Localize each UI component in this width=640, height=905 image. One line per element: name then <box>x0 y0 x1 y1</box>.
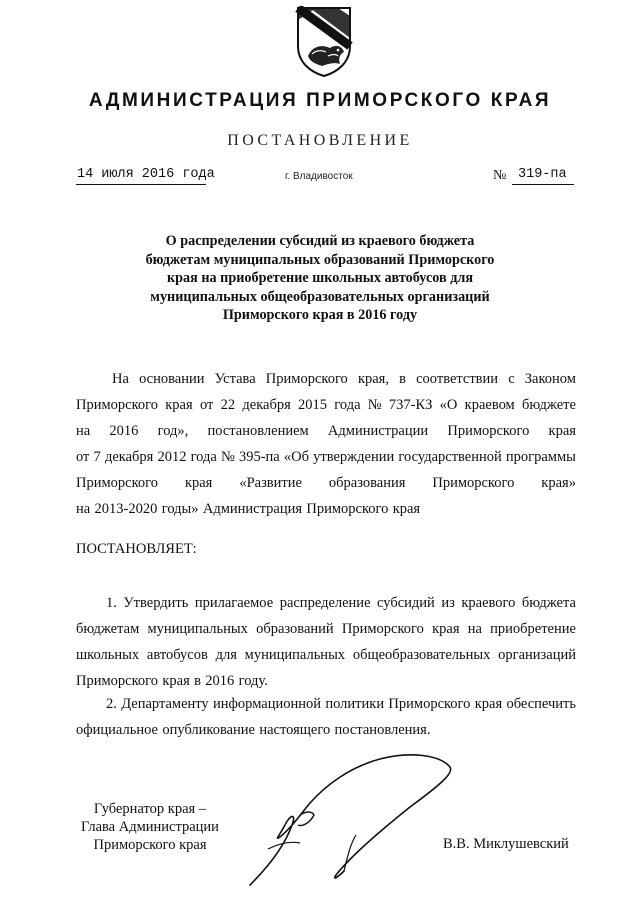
word: приобретение <box>490 621 576 637</box>
word: 2016 <box>205 673 235 689</box>
text-line <box>76 418 576 444</box>
word: края <box>184 475 213 491</box>
word: образования <box>328 475 406 491</box>
decree-word: ПОСТАНОВЛЯЕТ: <box>76 541 197 557</box>
word: на <box>76 501 91 517</box>
word: информационной <box>213 696 322 712</box>
word: государственной <box>398 449 502 465</box>
document-date: 14 июля 2016 года <box>77 167 215 182</box>
word: края <box>165 397 193 413</box>
word: организаций <box>498 647 576 663</box>
document-city: г. Владивосток <box>285 171 353 182</box>
text-line <box>76 691 576 717</box>
word: края <box>392 501 421 517</box>
word: для <box>215 647 237 663</box>
word: На <box>112 371 129 387</box>
text-line <box>76 470 576 496</box>
word: соответствии <box>416 371 499 387</box>
word: Устава <box>214 371 256 387</box>
word: из <box>441 595 455 611</box>
word: края <box>548 423 576 439</box>
word: 2013-2020 <box>94 501 158 517</box>
number-sign: № <box>493 168 507 183</box>
word: Приморского <box>76 397 158 413</box>
word: «Об <box>283 449 309 465</box>
word: от <box>199 397 214 413</box>
word: края <box>432 621 460 637</box>
text-line <box>76 717 576 743</box>
word: 737-КЗ <box>388 397 433 413</box>
word: года <box>334 397 361 413</box>
handwritten-signature <box>240 745 470 890</box>
word: декабря <box>242 397 291 413</box>
word: Приморского <box>306 501 389 517</box>
word: 2015 <box>298 397 328 413</box>
position-line: Губернатор края – <box>93 801 207 817</box>
number-underline <box>512 184 574 185</box>
word: декабря <box>104 449 154 465</box>
item-2-paragraph <box>76 691 576 743</box>
title-line: О распределении субсидий из краевого бюджета <box>165 233 475 249</box>
document-type: ПОСТАНОВЛЕНИЕ <box>227 132 413 149</box>
word: политики <box>325 696 385 712</box>
word: бюджете <box>522 397 576 413</box>
word: бюджета <box>521 595 576 611</box>
word: основании <box>139 371 205 387</box>
title-line: края на приобретение школьных автобусов для <box>166 270 474 286</box>
word: настоящего <box>259 722 331 738</box>
word: автобусов <box>146 647 208 663</box>
word: прилагаемое <box>194 595 274 611</box>
word: на <box>76 423 91 439</box>
word: постановлением <box>207 423 309 439</box>
text-line <box>76 616 576 642</box>
word: распределение <box>279 595 371 611</box>
word: Приморского <box>447 423 530 439</box>
word: края, <box>357 371 389 387</box>
word: 395-па <box>238 449 280 465</box>
item-1-paragraph <box>76 590 576 694</box>
word: 2012 <box>157 449 187 465</box>
word: субсидий <box>377 595 435 611</box>
word: Приморского <box>76 475 158 491</box>
word: Приморского <box>341 621 424 637</box>
word: муниципальных <box>244 647 346 663</box>
word: 1. <box>106 595 117 611</box>
word: годы» <box>161 501 199 517</box>
word: Департаменту <box>121 696 209 712</box>
word: № <box>220 449 235 465</box>
document-number: 319-па <box>518 167 567 182</box>
word: края <box>474 696 503 712</box>
word: общеобразовательных <box>352 647 491 663</box>
word: школьных <box>76 647 140 663</box>
word: утверждении <box>313 449 395 465</box>
word: № <box>367 397 382 413</box>
word: муниципальных <box>147 621 248 637</box>
word: опубликование <box>162 722 255 738</box>
word: 7 <box>93 449 101 465</box>
position-line: Приморского края <box>93 837 207 853</box>
word: официальное <box>76 722 158 738</box>
title-line: муниципальных общеобразовательных организаций <box>150 288 490 305</box>
title-line: Приморского края в 2016 году <box>222 307 418 323</box>
word: 22 <box>220 397 236 413</box>
word: Приморского <box>388 696 471 712</box>
organization-name: АДМИНИСТРАЦИЯ ПРИМОРСКОГО КРАЯ <box>88 90 552 111</box>
word: 2016 <box>109 423 139 439</box>
position-line: Глава Администрации <box>81 819 219 835</box>
word: Приморского <box>265 371 348 387</box>
text-line <box>76 496 576 522</box>
word: года <box>190 449 217 465</box>
word: краевого <box>461 595 516 611</box>
word: обеспечить <box>506 696 576 712</box>
word: краевом <box>464 397 515 413</box>
signatory-name: В.В. Миклушевский <box>443 836 569 852</box>
word: бюджетам <box>76 621 140 637</box>
word: с <box>508 371 515 387</box>
word: «О <box>439 397 458 413</box>
text-line <box>76 366 576 392</box>
word: Законом <box>524 371 576 387</box>
word: Утвердить <box>123 595 189 611</box>
word: Администрации <box>327 423 429 439</box>
text-line <box>76 642 576 668</box>
word: края» <box>541 475 576 491</box>
word: в <box>399 371 406 387</box>
word: от <box>76 449 90 465</box>
title-line: бюджетам муниципальных образований Приморского <box>145 251 495 268</box>
document-title <box>120 232 520 325</box>
word: год», <box>157 423 189 439</box>
signatory-position <box>70 800 230 854</box>
word: на <box>467 621 482 637</box>
text-line <box>76 444 576 470</box>
word: в <box>194 673 201 689</box>
word: постановления. <box>334 722 431 738</box>
coat-of-arms-icon <box>294 6 354 78</box>
word: края <box>162 673 190 689</box>
word: Администрация <box>202 501 303 517</box>
word: Приморского <box>76 673 158 689</box>
word: программы <box>505 449 576 465</box>
word: «Развитие <box>239 475 302 491</box>
word: образований <box>256 621 334 637</box>
word: Приморского <box>432 475 515 491</box>
date-underline <box>76 184 206 185</box>
text-line <box>76 392 576 418</box>
word: году. <box>238 673 268 689</box>
word: 2. <box>106 696 117 712</box>
text-line <box>76 590 576 616</box>
intro-paragraph <box>76 366 576 522</box>
